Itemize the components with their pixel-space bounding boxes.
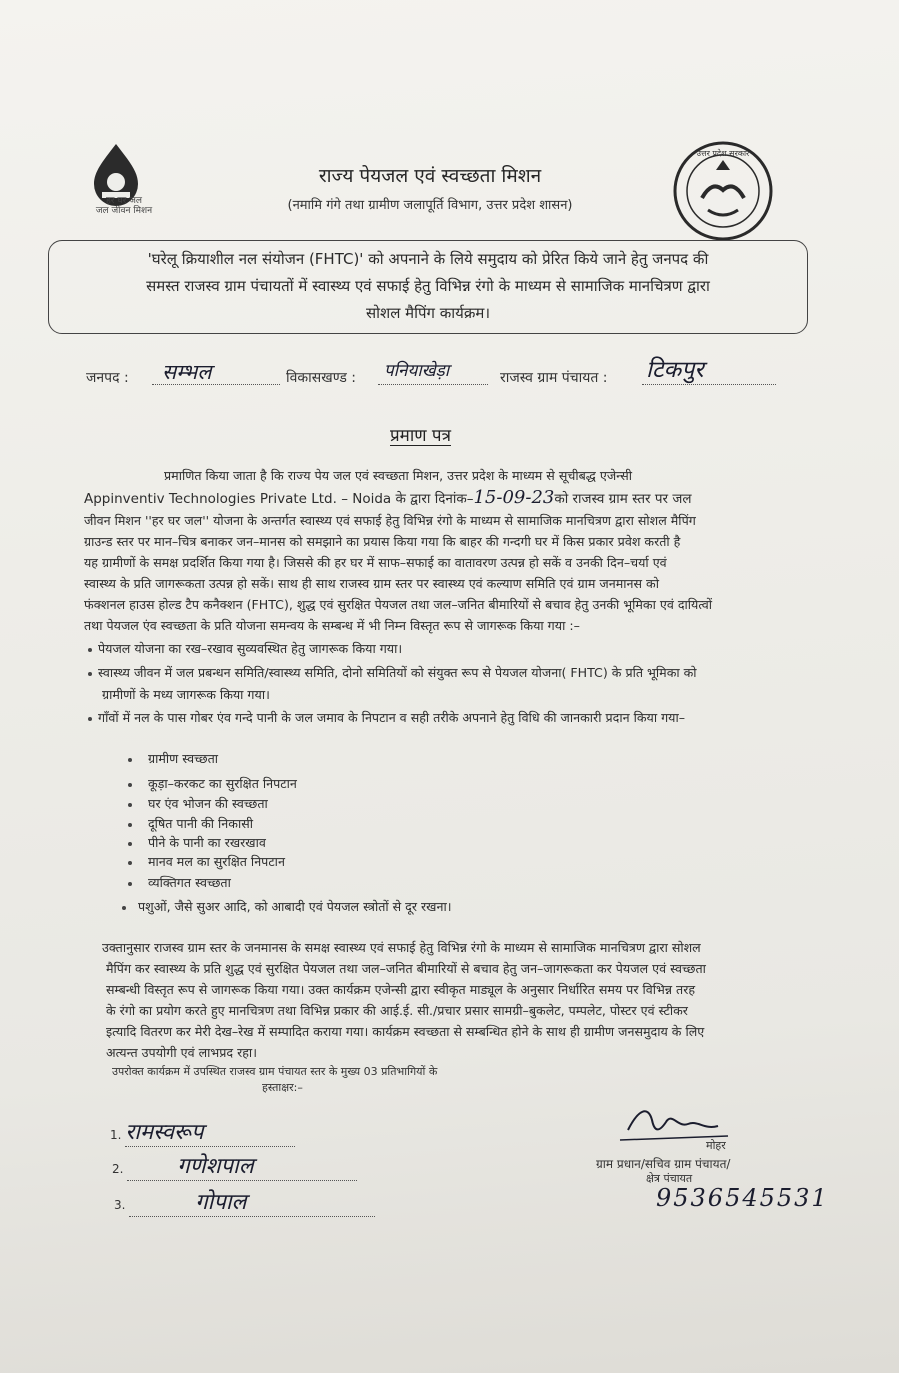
page-title: राज्य पेयजल एवं स्वच्छता मिशन (318, 165, 542, 187)
para2-line-c: सम्बन्धी विस्तृत रूप से जागरूक किया गया। उक्त कार्यक्रम एजेन्सी द्वारा स्वीकृत माड्यूल के अनुसार निर्धारित समय पर विभिन्न तरह (106, 982, 696, 997)
bullet-2-text: स्वास्थ्य जीवन में जल प्रबन्धन समिति/स्वास्थ्य समिति, दोनो समितियों को संयुक्त रूप से पेयजल योजना( FHTC) के प्रति भूमिका को (98, 665, 697, 680)
para1-line-c: जीवन मिशन ''हर घर जल'' योजना के अन्तर्गत स्वास्थ्य एवं सफाई हेतु विभिन्न रंगो के माध्यम से सामाजिक मानचित्रण द्वारा सोशल मैपिंग (84, 513, 696, 528)
bullet-3-text: गाँवों में नल के पास गोबर एंव गन्दे पानी के जल जमाव के निपटान व सही तरीके अपनाने हेतु विधि की जानकारी प्रदान किया गया– (98, 710, 686, 725)
district-value: सम्भल (162, 360, 212, 384)
banner-line-2: समस्त राजस्व ग्राम पंचायतों में स्वास्थ्य एवं सफाई हेतु विभिन्न रंगो के माध्यम से सामाजिक मानचित्रण द्वारा (146, 277, 710, 295)
bullet-3 (88, 707, 808, 728)
program-banner-text (62, 246, 794, 327)
district-field (152, 358, 280, 385)
list-item: ग्रामीण स्वच्छता (128, 750, 218, 767)
para1-line-b (84, 487, 819, 510)
list-item: दूषित पानी की निकासी (128, 815, 253, 832)
list-item: व्यक्तिगत स्वच्छता (128, 874, 231, 891)
block-label: विकासखण्ड : (286, 370, 357, 386)
participant-3-number: 3. (114, 1198, 126, 1212)
official-seal-text: मोहर (706, 1139, 726, 1152)
para1-line-f: स्वास्थ्य के प्रति जागरूकता उत्पन्न हो सकें। साथ ही साथ राजस्व ग्राम स्तर पर स्वास्थ्य एवं कल्याण समिति एवं ग्राम जनमानस को (84, 576, 659, 591)
participant-1-signature: रामस्वरूप (125, 1120, 204, 1145)
list-item: पीने के पानी का रखरखाव (128, 834, 266, 851)
district-label: जनपद : (86, 370, 129, 386)
block-value: पनियाखेड़ा (384, 361, 450, 381)
participant-2-number: 2. (112, 1162, 124, 1176)
bullet-2 (88, 662, 808, 683)
agency-text: Appinventiv Technologies Private Ltd. – Noida के द्वारा दिनांक– (84, 491, 474, 507)
date-value: 15-09-23 (473, 487, 555, 508)
para2-line-a: उक्तानुसार राजस्व ग्राम स्तर के जनमानस के समक्ष स्वास्थ्य एवं सफाई हेतु विभिन्न रंगो के माध्यम से सामाजिक मानचित्रण द्वारा सोशल (102, 940, 701, 955)
agency-text-post: को राजस्व ग्राम स्तर पर जल (554, 491, 692, 507)
participant-3 (114, 1186, 375, 1217)
official-phone: 9536545531 (656, 1184, 829, 1212)
bullet-1-text: पेयजल योजना का रख–रखाव सुव्यवस्थित हेतु जागरूक किया गया। (98, 641, 403, 656)
banner-line-3: सोशल मैपिंग कार्यक्रम। (365, 304, 491, 322)
participant-3-signature: गोपाल (195, 1190, 247, 1215)
logo-text-2: जल जीवन मिशन (95, 206, 153, 216)
para2-line-f: अत्यन्त उपयोगी एवं लाभप्रद रहा। (106, 1045, 257, 1060)
block-field (378, 358, 488, 385)
official-designation-2: क्षेत्र पंचायत (646, 1172, 693, 1185)
jal-jeevan-mission-logo (82, 140, 162, 230)
water-drop-icon (82, 140, 162, 230)
list-item: मानव मल का सुरक्षित निपटान (128, 853, 285, 870)
gp-field (642, 352, 776, 385)
bullet-1 (88, 638, 808, 659)
para2-line-d: के रंगो का प्रयोग करते हुए मानचित्रण तथा विभिन्न प्रकार की आई.ई. सी./प्रचार प्रसार सामग्री–बुकलेट, पम्पलेट, पोस्टर एवं स्टीकर (106, 1003, 688, 1018)
bullet-2-cont: ग्रामीणों के मध्य जागरूक किया गया। (102, 687, 270, 702)
list-item: घर एंव भोजन की स्वच्छता (128, 795, 268, 812)
participants-intro: उपरोक्त कार्यक्रम में उपस्थित राजस्व ग्राम पंचायत स्तर के मुख्य 03 प्रतिभागियों के (112, 1065, 438, 1078)
para1-line-e: यह ग्रामीणों के समक्ष प्रदर्शित किया गया है। जिससे की हर घर में साफ–सफाई का वातावरण उत्पन्न हो सकें व उनकी दिन–चर्या एवं (84, 555, 667, 570)
participant-2 (112, 1150, 357, 1181)
participant-1 (110, 1116, 295, 1147)
para1-line-g: फंक्शनल हाउस होल्ड टैप कनैक्शन (FHTC), शुद्ध एवं सुरक्षित पेयजल तथा जल–जनित बीमारियों से बचाव हेतु उनकी भूमिका एवं दायित्वों (84, 597, 712, 612)
participant-2-signature: गणेशपाल (177, 1154, 254, 1179)
page-subtitle: (नमामि गंगे तथा ग्रामीण जलापूर्ति विभाग, उत्तर प्रदेश शासन) (287, 198, 573, 213)
banner-line-1: 'घरेलू क्रियाशील नल संयोजन (FHTC)' को अपनाने के लिये समुदाय को प्रेरित किये जाने हेतु जनपद की (147, 250, 709, 268)
up-government-seal (672, 140, 774, 242)
para1-line-a: प्रमाणित किया जाता है कि राज्य पेय जल एवं स्वच्छता मिशन, उत्तर प्रदेश के माध्यम से सूचीबद्ध एजेन्सी (164, 468, 632, 483)
signatures-label: हस्ताक्षर:– (262, 1081, 303, 1094)
para1-line-d: ग्राउन्ड स्तर पर मान–चित्र बनाकर जन–मानस को समझाने का प्रयास किया गया कि बाहर की गन्दगी घर में किस प्रकार प्रवेश करती है (84, 534, 681, 549)
para2-line-e: इत्यादि वितरण कर मेरी देख–रेख में सम्पादित कराया गया। कार्यक्रम स्वच्छता से सम्बन्धित होने के साथ ही ग्रामीण जनसमुदाय के लिए (106, 1024, 705, 1039)
seal-text: उत्तर प्रदेश सरकार (696, 149, 750, 158)
gp-label: राजस्व ग्राम पंचायत : (500, 370, 608, 386)
certificate-heading: प्रमाण पत्र (390, 426, 451, 446)
para2-line-b: मैपिंग कर स्वास्थ्य के प्रति शुद्ध एवं सुरक्षित पेयजल तथा जल–जनित बीमारियों से बचाव हेतु जन–जागरूकता कर पेयजल एवं स्वच्छता (106, 961, 706, 976)
list-item: कूड़ा–करकट का सुरक्षित निपटान (128, 775, 297, 792)
list-item-last: पशुओं, जैसे सुअर आदि, को आबादी एवं पेयजल स्त्रोतों से दूर रखना। (122, 898, 452, 915)
participant-1-number: 1. (110, 1128, 122, 1142)
logo-text-1: हर घर जल (106, 196, 142, 206)
para1-line-h: तथा पेयजल एंव स्वच्छता के प्रति योजना समन्वय के सम्बन्ध में भी निम्न विस्तृत रूप से जागरूक किया गया :– (84, 618, 580, 633)
official-designation: ग्राम प्रधान/सचिव ग्राम पंचायत/ (596, 1157, 731, 1171)
gp-value: टिकपुर (646, 357, 704, 383)
